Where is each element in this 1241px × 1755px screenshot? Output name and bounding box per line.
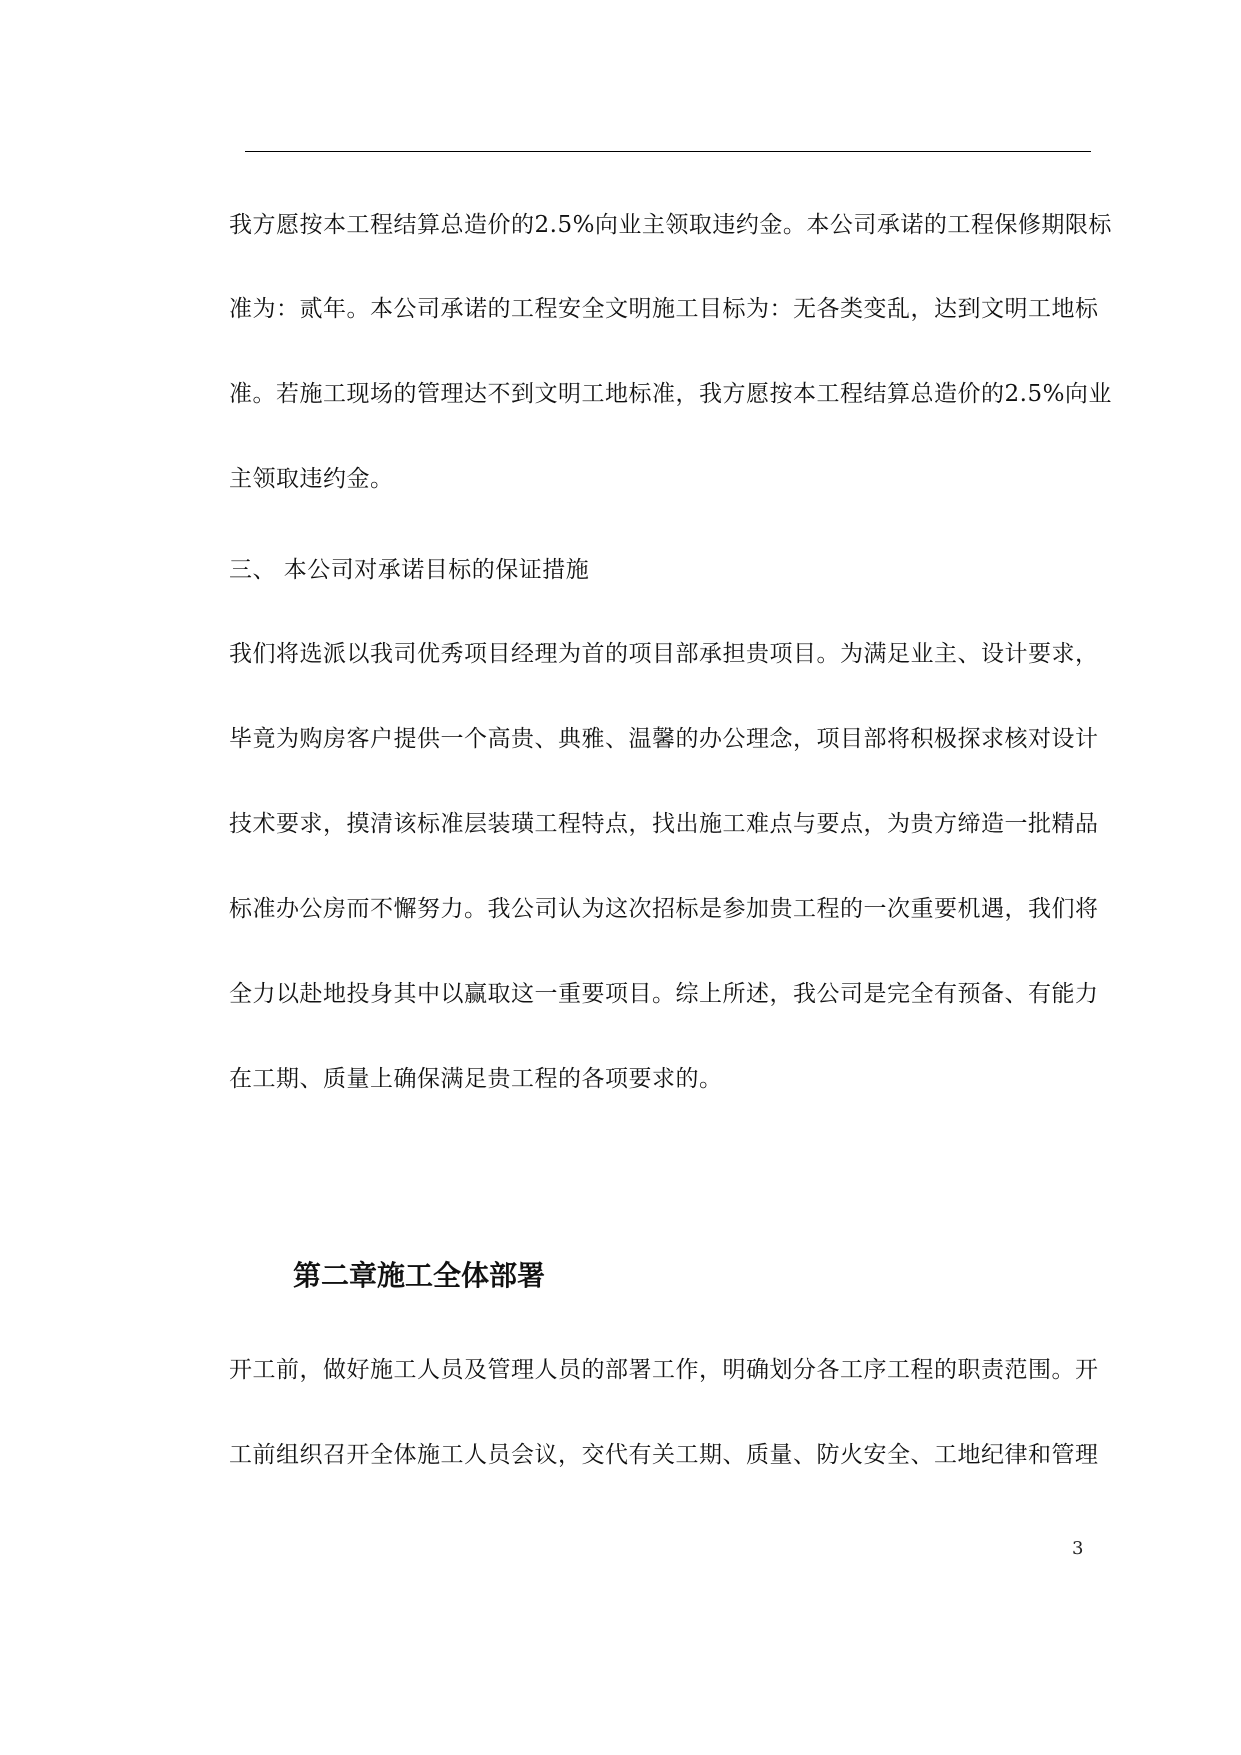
paragraph-line: 标准办公房而不懈努力。我公司认为这次招标是参加贵工程的一次重要机遇，我们将 <box>229 896 1099 922</box>
header-rule <box>245 151 1091 152</box>
paragraph-line: 主领取违约金。 <box>229 466 394 492</box>
paragraph-line: 毕竟为购房客户提供一个高贵、典雅、温馨的办公理念，项目部将积极探求核对设计 <box>229 726 1099 752</box>
paragraph-line: 我们将选派以我司优秀项目经理为首的项目部承担贵项目。为满足业主、设计要求， <box>229 641 1099 667</box>
paragraph-line: 在工期、质量上确保满足贵工程的各项要求的。 <box>229 1066 723 1092</box>
page-number: 3 <box>1072 1538 1084 1559</box>
section-title: 三、 本公司对承诺目标的保证措施 <box>229 557 590 583</box>
paragraph-line: 准。若施工现场的管理达不到文明工地标准，我方愿按本工程结算总造价的2.5%向业 <box>229 381 1112 407</box>
chapter-heading: 第二章施工全体部署 <box>293 1259 546 1292</box>
paragraph-line: 工前组织召开全体施工人员会议，交代有关工期、质量、防火安全、工地纪律和管理 <box>229 1442 1099 1468</box>
paragraph-line: 我方愿按本工程结算总造价的2.5%向业主领取违约金。本公司承诺的工程保修期限标 <box>229 212 1112 238</box>
paragraph-line: 开工前，做好施工人员及管理人员的部署工作，明确划分各工序工程的职责范围。开 <box>229 1357 1099 1383</box>
paragraph-line: 全力以赴地投身其中以赢取这一重要项目。综上所述，我公司是完全有预备、有能力 <box>229 981 1099 1007</box>
paragraph-line: 准为：贰年。本公司承诺的工程安全文明施工目标为：无各类变乱，达到文明工地标 <box>229 296 1099 322</box>
paragraph-line: 技术要求，摸清该标准层装璜工程特点，找出施工难点与要点，为贵方缔造一批精品 <box>229 811 1099 837</box>
